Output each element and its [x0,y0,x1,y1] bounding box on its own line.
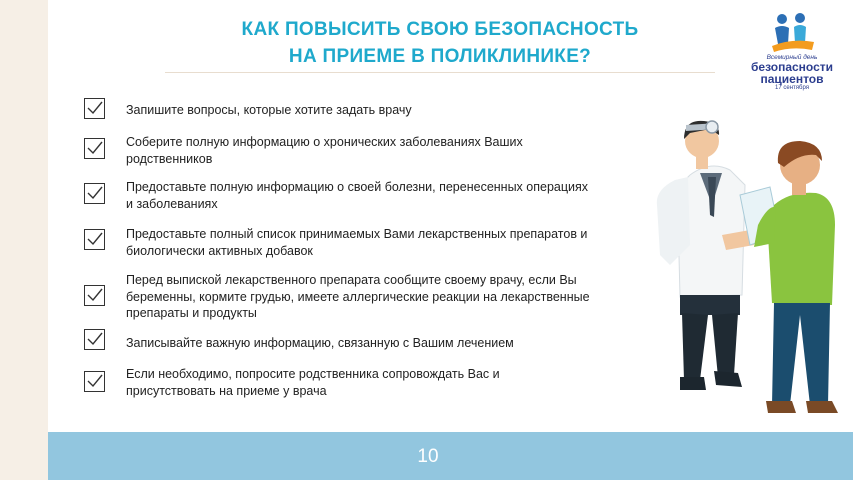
title-line-1: КАК ПОВЫСИТЬ СВОЮ БЕЗОПАСНОСТЬ [241,19,639,40]
checklist-text-line: родственников [126,151,213,166]
checkmark-icon [87,287,103,303]
checkmark-icon [87,140,103,156]
logo-caption-4: 17 сентября [775,85,809,91]
footer-bar [48,432,853,480]
checkmark-icon [87,185,103,201]
title-line-2: НА ПРИЕМЕ В ПОЛИКЛИНИКЕ? [288,46,592,67]
checkmark-icon [87,231,103,247]
checklist-text [126,179,646,212]
checklist-text [126,226,646,259]
checklist-text [126,102,646,119]
checklist-text-line: беременны, кормите грудью, имеете аллергические реакции на лекарственные [126,289,590,304]
title-divider [165,72,715,73]
checklist-text-line: Соберите полную информацию о хронических заболеваниях Ваших [126,135,523,149]
logo-caption-2: безопасности [750,60,834,74]
checkbox[interactable] [84,229,105,250]
checklist-text-line: и заболеваниях [126,196,218,211]
checklist-text-line: Запишите вопросы, которые хотите задать врачу [126,103,412,117]
checklist-text [126,134,646,167]
checkmark-icon [87,100,103,116]
checkbox[interactable] [84,138,105,159]
people-emblem-icon [742,10,842,54]
checklist-text-line: биологически активных добавок [126,243,313,258]
checklist-text [126,335,646,352]
checkbox[interactable] [84,371,105,392]
checklist-text-line: Предоставьте полный список принимаемых Вами лекарственных препаратов и [126,227,588,241]
checklist-text-line: Перед выпиской лекарственного препарата сообщите своему врачу, если Вы [126,273,577,287]
checklist-text [126,272,646,322]
checkmark-icon [87,331,103,347]
checkmark-icon [87,373,103,389]
checkbox[interactable] [84,329,105,350]
doctor-patient-illustration [650,105,850,425]
patient-figure [754,141,838,413]
checklist-text-line: Предоставьте полную информацию о своей болезни, перенесенных операциях [126,180,589,194]
checklist-text-line: Если необходимо, попросите родственника сопровождать Вас и [126,367,500,381]
patient-safety-day-logo [742,10,842,94]
logo-caption-1: Всемирный день [766,54,818,61]
checkbox[interactable] [84,183,105,204]
page-title [150,16,730,70]
checklist-text-line: Записывайте важную информацию, связанную с Вашим лечением [126,336,514,350]
checkbox[interactable] [84,285,105,306]
checkbox[interactable] [84,98,105,119]
doctor-figure [657,121,754,390]
page-number: 10 [417,446,439,467]
left-decorative-strip [0,0,48,480]
checklist-text [126,366,646,399]
checklist-text-line: присутствовать на приеме у врача [126,383,327,398]
logo-caption-3: пациентов [760,72,824,86]
checklist-text-line: препараты и продукты [126,306,257,320]
